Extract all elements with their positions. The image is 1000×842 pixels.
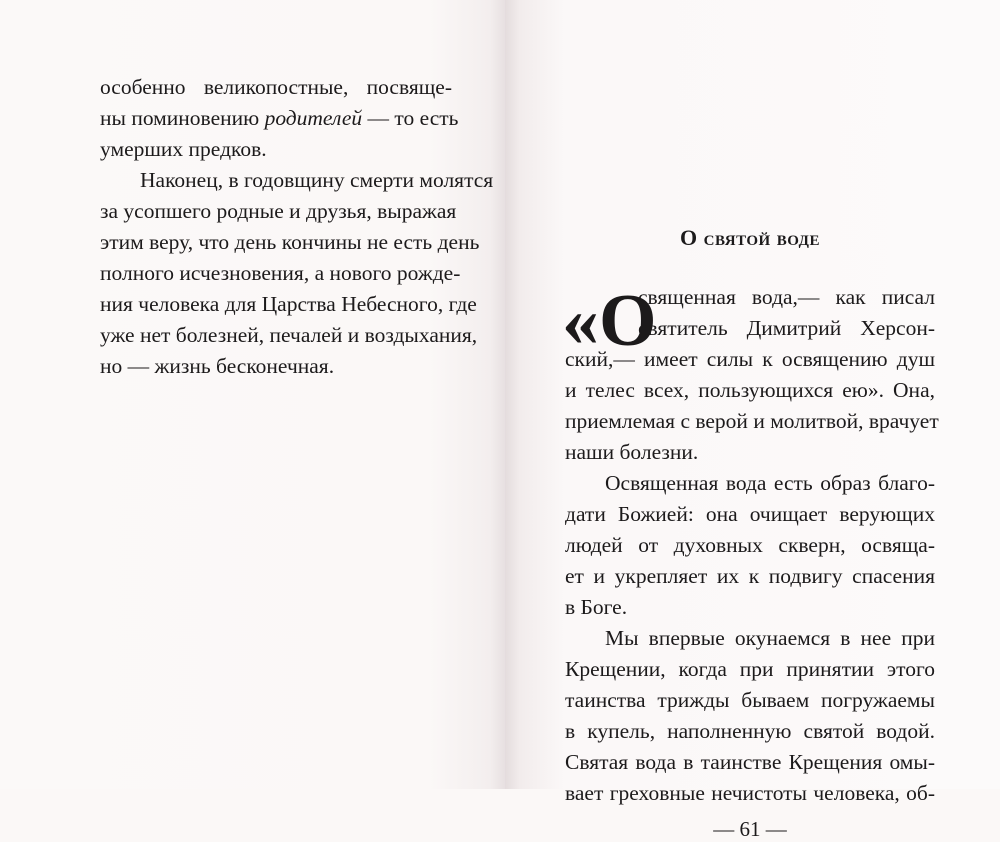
text-line: в Боге. [565, 595, 628, 619]
text-line: приемлемая с верой и молитвой, врачует [565, 409, 939, 433]
text-line: Крещении, когда при принятии этого [565, 657, 935, 681]
text-line [100, 103, 459, 134]
text-line: особенно великопостные, посвяще- [100, 75, 452, 99]
text-line: людей от духовных скверн, освяща- [565, 533, 935, 557]
left-page [0, 0, 505, 789]
text-span: — то есть [367, 106, 459, 130]
drop-cap: «О [562, 280, 657, 362]
text-line: Освященная вода есть образ благо- [605, 471, 935, 495]
text-line: ский,— имеет силы к освящению душ [565, 347, 935, 371]
text-line: дати Божией: она очищает верующих [565, 502, 935, 526]
text-line: этим веру, что день кончины не есть день [100, 230, 480, 254]
text-line: ния человека для Царства Небесного, где [100, 292, 477, 316]
text-line: Наконец, в годовщину смерти молятся [140, 168, 494, 192]
text-line: наши болезни. [565, 440, 699, 464]
text-line: вает греховные нечистоты человека, об- [565, 781, 935, 805]
text-line: уже нет болезней, печалей и воздыхания, [100, 323, 478, 347]
text-line: ет и укрепляет их к подвигу спасения [565, 564, 935, 588]
text-line: умерших предков. [100, 137, 267, 161]
text-line: и телес всех, пользующихся ею». Она, [565, 378, 935, 402]
text-span: ны поминовению [100, 106, 260, 130]
text-line: но — жизнь бесконечная. [100, 354, 335, 378]
text-line: Святая вода в таинстве Крещения омы- [565, 750, 935, 774]
text-line: Мы впервые окунаемся в нее при [605, 626, 935, 650]
text-line: святитель Димитрий Херсон- [638, 316, 935, 340]
text-line: в купель, наполненную святой водой. [565, 719, 935, 743]
text-line: таинства трижды бываем погружаемы [565, 688, 935, 712]
text-line: священная вода,— как писал [638, 285, 935, 309]
section-heading: О святой воде [680, 225, 820, 250]
text-line: полного исчезновения, а нового рожде- [100, 261, 461, 285]
page-number: — 61 — [713, 817, 787, 841]
text-line: за усопшего родные и друзья, выражая [100, 199, 457, 223]
italic-word: родителей [264, 106, 363, 130]
